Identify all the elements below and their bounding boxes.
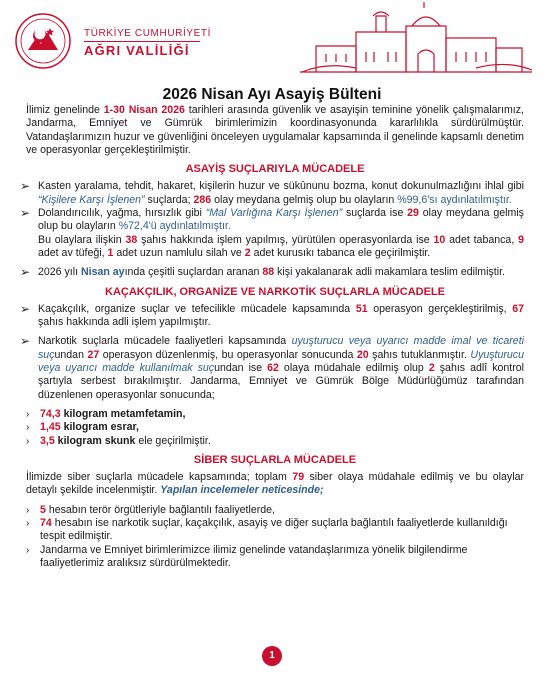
text: şahıs tutuklanmıştır. (368, 348, 471, 361)
intro-dates: 1-30 Nisan 2026 (103, 104, 185, 116)
asayis-paragraph-persons (20, 179, 524, 207)
arrow-bullet-icon: ➢ (20, 334, 31, 349)
intro-text-2: tarihleri arasında güvenlik ve asayişin teminine yönelik çalışmalarımız, Jandarma, Emniyet ve Gümrük birimlerimizin koordinasyonunda kararlılıkla sürdürülmüştür. Vatandaşlarımızın huzur ve güvenliğini önceleyen uygulamalar kapsamında il genelinde kapsamlı denetim ve operasyonlar gerçekleştirilmiştir. (26, 104, 524, 156)
intro-paragraph (26, 104, 524, 157)
arrow-bullet-icon: ➢ (20, 206, 31, 221)
text: şahıs hakkında adli işlem yapılmıştır. (38, 316, 211, 329)
month: Nisan ay (81, 266, 125, 279)
amount: 1,45 (40, 421, 61, 434)
chevron-bullet-icon: › (26, 422, 30, 434)
text: Kasten yaralama, tehdit, hakaret, kişilerin huzur ve sükûnunu bozma, konut dokunulmazlığını ihlal gibi (38, 180, 524, 193)
emphasis: Yapılan incelemeler neticesinde; (160, 484, 324, 497)
count: 38 (125, 233, 138, 246)
kacakcilik-paragraph-operations (20, 301, 525, 330)
arrow-bullet-icon: ➢ (20, 179, 31, 194)
incident-count: 286 (193, 193, 212, 206)
organization-name (84, 28, 211, 58)
text: adet tabanca, (445, 233, 519, 246)
org-divider (84, 41, 200, 42)
amount: 74,3 (40, 407, 61, 420)
text: hesabın ise narkotik suçlar, kaçakçılık, asayiş ve diğer suçlarla bağlantılı faaliyetlerde kullanıldığı tespit edilmiştir. (40, 517, 508, 543)
text: Bu olaylara ilişkin (38, 233, 126, 246)
incident-count: 29 (407, 207, 419, 220)
count: 2 (428, 362, 435, 375)
count: 62 (267, 362, 279, 375)
count: 2 (244, 246, 251, 259)
governorship-logo (14, 12, 72, 70)
chevron-bullet-icon: › (26, 504, 30, 516)
text: Jandarma ve Emniyet birimlerimizce ilimiz genelinde vatandaşlarımıza yönelik bilgilendirme faaliyetlerimiz aralıksız sürdürülmektedir. (40, 543, 468, 569)
text: olay meydana gelmiş olup bu olayların (38, 207, 524, 233)
kacakcilik-paragraph-narcotics (20, 334, 525, 401)
text: kişi yakalanarak adli makamlara teslim edilmiştir. (274, 266, 505, 279)
text: Kaçakçılık, organize suçlar ve tefecilikle mücadele kapsamında (38, 302, 356, 315)
text: adet av tüfeği, (38, 246, 108, 259)
ishak-pasha-palace-illustration (296, 2, 536, 76)
text: operasyon gerçekleştirilmiş, (367, 302, 513, 315)
org-line-2: AĞRI VALİLİĞİ (84, 43, 190, 58)
siber-paragraph (26, 471, 524, 498)
text: şahıs adlî kontrol şartıyla serbest bırakılmıştır. Jandarma, Emniyet ve Gümrük Bölge Müdürlüğümüz tarafından düzenlenen operasyonlar sonucunda; (38, 362, 524, 401)
text: Dolandırıcılık, yağma, hırsızlık gibi (38, 207, 206, 220)
count: 74 (40, 517, 52, 530)
wanted-count: 88 (262, 266, 275, 279)
substance: kilogram esrar, (60, 421, 139, 434)
siber-item (26, 504, 524, 517)
substance: kilogram metamfetamin, (60, 407, 186, 420)
count: 67 (512, 302, 525, 315)
text: ında çeşitli suçlardan aranan (124, 266, 263, 279)
text: 2026 yılı (38, 266, 81, 279)
intro-text-1: İlimiz genelinde (26, 104, 104, 116)
asayis-paragraph-weapons (26, 234, 524, 261)
count: 10 (433, 233, 446, 246)
clearance-rate: %72,4'ü aydınlatılmıştır. (118, 220, 231, 233)
text: operasyon düzenlenmiş, bu operasyonlar sonucunda (99, 348, 357, 361)
section-heading-kacakcilik: KAÇAKÇILIK, ORGANİZE VE NARKOTİK SUÇLARLA MÜCADELE (105, 285, 445, 298)
text: suçlarda ise (342, 207, 408, 220)
siber-item (26, 544, 524, 571)
crime-category: “Kişilere Karşı İşlenen” (38, 193, 145, 206)
section-heading-asayis: ASAYİŞ SUÇLARIYLA MÜCADELE (185, 163, 365, 176)
count: 51 (355, 302, 368, 315)
crime-category: Uyuşturucu veya uyarıcı madde kullanılmak suç (38, 348, 525, 375)
text: şahıs hakkında işlem yapılmış, yürütülen operasyonlarda ise (137, 233, 434, 246)
substance: kilogram skunk (54, 434, 136, 447)
chevron-bullet-icon: › (26, 518, 30, 530)
chevron-bullet-icon: › (26, 544, 30, 556)
count: 79 (292, 471, 305, 484)
text: adet uzun namlulu silah ve (113, 246, 245, 259)
text: olay meydana gelmiş olup bu olayların (211, 193, 398, 206)
count: 1 (107, 246, 114, 259)
count: 20 (356, 348, 369, 361)
seizure-item (26, 421, 524, 434)
count: 9 (518, 233, 525, 246)
section-heading-siber: SİBER SUÇLARLA MÜCADELE (193, 453, 357, 466)
text: ele geçirilmiştir. (135, 434, 211, 447)
text: siber olaya müdahale edilmiş ve bu olaylar detaylı şekilde incelenmiştir. (26, 471, 524, 497)
bulletin-body (20, 104, 525, 570)
text: undan (54, 348, 88, 361)
text: adet kurusıkı tabanca ele geçirilmiştir. (250, 246, 431, 259)
count: 27 (87, 348, 100, 361)
asayis-paragraph-property (20, 206, 524, 234)
chevron-bullet-icon: › (26, 408, 30, 420)
chevron-bullet-icon: › (26, 435, 30, 447)
org-line-1: TÜRKİYE CUMHURİYETİ (84, 28, 211, 39)
text: olaya müdahale edilmiş olup (278, 362, 429, 375)
text: hesabın terör örgütleriyle bağlantılı faaliyetlerde, (45, 503, 275, 516)
text: suçlarda; (144, 193, 194, 206)
arrow-bullet-icon: ➢ (20, 265, 31, 280)
asayis-paragraph-wanted (20, 265, 524, 280)
amount: 3,5 (40, 434, 55, 447)
seizure-item (26, 435, 524, 448)
seizure-item (26, 408, 524, 421)
crime-category: uyuşturucu veya uyarıcı madde imal ve ticareti suç (38, 335, 524, 361)
page-title: 2026 Nisan Ayı Asayiş Bülteni (162, 86, 382, 103)
page-number-badge: 1 (262, 646, 282, 666)
crime-category: “Mal Varlığına Karşı İşlenen” (205, 207, 343, 220)
text: undan ise (214, 362, 268, 375)
text: İlimizde siber suçlarla mücadele kapsamında; toplam (26, 471, 293, 484)
page-header (0, 0, 544, 80)
clearance-rate: %99,6'sı aydınlatılmıştır. (397, 193, 512, 206)
count: 5 (40, 503, 46, 516)
arrow-bullet-icon: ➢ (20, 301, 31, 316)
siber-item (26, 517, 524, 544)
text: Narkotik suçlarla mücadele faaliyetleri kapsamında (38, 335, 292, 348)
